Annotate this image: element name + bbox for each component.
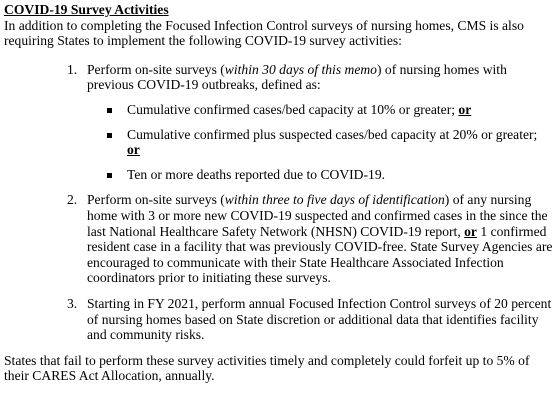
item-text-emphasis: within three to five days of identification	[224, 192, 445, 208]
criteria-list	[87, 102, 556, 182]
list-number: 1.	[67, 61, 78, 77]
closing-paragraph: States that fail to perform these survey activities timely and completely could forfeit up to 5% of their CARES Act Allocation, annually.	[4, 352, 530, 384]
bullet-item	[87, 127, 556, 158]
activity-list	[4, 62, 556, 343]
item-text-emphasis: within 30 days of this memo	[224, 61, 377, 77]
or-connector: or	[127, 142, 140, 158]
item-text-pre: Perform on-site surveys (	[87, 192, 225, 208]
bullet-item	[87, 102, 556, 118]
item-text-post: ) of nursing homes with previous COVID-19 outbreaks, defined as:	[87, 61, 507, 93]
list-item	[4, 296, 556, 343]
bullet-text: Ten or more deaths reported due to COVID-19.	[127, 166, 386, 182]
list-number: 3.	[67, 295, 78, 311]
list-number: 2.	[67, 192, 78, 208]
list-item	[4, 62, 556, 183]
item-text-post: 1 confirmed resident case in a facility that was previously COVID-free. State Survey Agencies are encouraged to communicate with their State Healthcare Associated Infection coordinators prior to initiating these surveys.	[87, 223, 553, 286]
section-heading: COVID-19 Survey Activities	[4, 2, 169, 17]
intro-paragraph: In addition to completing the Focused Infection Control surveys of nursing homes, CMS is also requiring States to implement the following COVID-19 survey activities:	[4, 17, 524, 49]
or-connector: or	[464, 223, 477, 239]
memo-section	[4, 2, 556, 384]
or-connector: or	[458, 101, 472, 117]
bullet-text: Cumulative confirmed plus suspected cases/bed capacity at 20% or greater;	[127, 126, 538, 142]
item-text: Starting in FY 2021, perform annual Focused Infection Control surveys of 20 percent of nursing homes based on State discretion or additional data that identifies facility and community risks.	[87, 295, 552, 343]
square-bullet-icon	[107, 108, 112, 113]
square-bullet-icon	[107, 133, 112, 138]
item-text-pre: Perform on-site surveys (	[87, 61, 225, 77]
bullet-item	[87, 167, 556, 183]
item-text-mid: ) of any nursing home with 3 or more new COVID-19 suspected and confirmed cases in the since the last National Healthcare Safety Network (NHSN) COVID-19 report,	[87, 192, 548, 239]
square-bullet-icon	[107, 173, 112, 178]
list-item	[4, 192, 556, 286]
bullet-text: Cumulative confirmed cases/bed capacity at 10% or greater;	[127, 101, 459, 117]
